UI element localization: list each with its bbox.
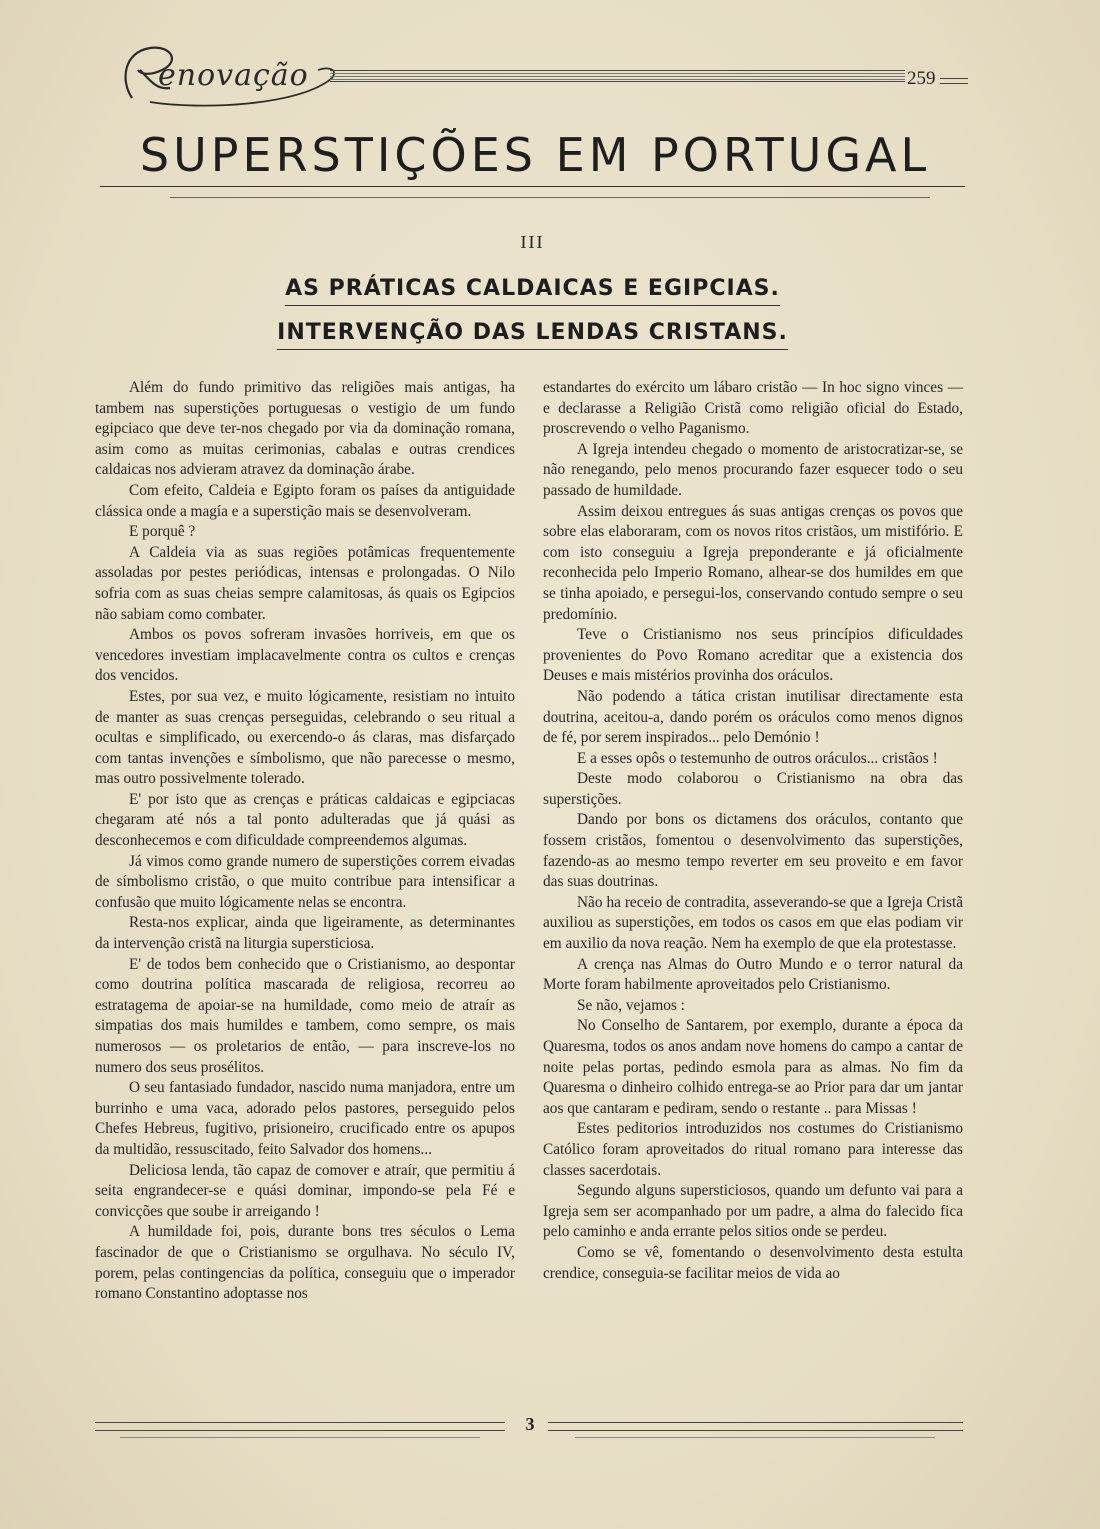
paragraph: Deliciosa lenda, tão capaz de comover e atraír, que permitiu á seita engrandecer-se e quási dominar, impondo-se pela Fé e convicções que soube ir arreigando ! <box>95 1161 515 1220</box>
paragraph: Ambos os povos sofreram invasões horriveis, em que os vencedores investiam implacavelmente contra os cultos e crenças dos vencidos. <box>95 626 515 685</box>
paragraph: Já vimos como grande numero de superstições correm eivadas de símbolismo cristão, o que muito contribue para intensificar a confusão que muito lógicamente nelas se encontra. <box>95 852 515 911</box>
paragraph: Além do fundo primitivo das religiões mais antigas, ha tambem nas superstições portuguesas o vestigio de um fundo egipciaco que deve ter-nos chegado por via da dominação romana, asim como as muitas cerimonias, cabalas e outras crendices caldaicas nos advieram atravez da dominação árabe. <box>95 379 515 479</box>
subtitle-1 <box>0 276 1065 301</box>
paragraph: Estes peditorios introduzidos nos costumes do Cristianismo Católico foram aproveitados do ritual romano para interesse das classes sacerdotais. <box>543 1120 963 1179</box>
right-column <box>543 378 963 1284</box>
paragraph: Como se vê, fomentando o desenvolvimento desta estulta crendice, conseguia-se facilitar meios de vida ao <box>543 1243 963 1282</box>
footer-rule-left <box>95 1422 505 1431</box>
section-number: III <box>520 232 545 252</box>
paragraph: No Conselho de Santarem, por exemplo, durante a época da Quaresma, todos os anos andam nove homens do campo a cantar de noite pelas portas, pedindo esmola para as almas. No fim da Quaresma o dinheiro colhido entrega-se ao Prior para dar um jantar aos que cantaram e pediram, sendo o restante .. para Missas ! <box>543 1017 963 1117</box>
renovacao-logo <box>110 40 350 119</box>
paragraph: A Igreja intendeu chegado o momento de aristocratizar-se, se não renegando, pelo menos procurando fazer esquecer todo o seu passado de humildade. <box>543 440 963 499</box>
article-title: SUPERSTIÇÕES EM PORTUGAL <box>139 128 931 182</box>
paragraph: Se não, vejamos : <box>577 996 685 1014</box>
paragraph: Resta-nos explicar, ainda que ligeiramente, as determinantes da intervenção cristã na liturgia supersticiosa. <box>95 914 515 953</box>
logo-script-icon <box>110 40 350 110</box>
footer-rule-right <box>548 1422 963 1431</box>
subtitle-1-text: AS PRÁTICAS CALDAICAS E EGIPCIAS. <box>285 276 780 306</box>
paragraph: Com efeito, Caldeia e Egipto foram os países da antiguidade clássica onde a magía e a superstição mais se desenvolveram. <box>95 481 515 520</box>
subtitle-2-text: INTERVENÇÃO DAS LENDAS CRISTANS. <box>277 320 788 350</box>
footer-rule-thin-left <box>120 1437 480 1438</box>
paragraph: Teve o Cristianismo nos seus princípios dificuldades provenientes do Povo Romano acreditar que a existencia dos Deuses e mais mistérios provinha dos oráculos. <box>543 626 963 685</box>
paragraph: Assim deixou entregues ás suas antigas crenças os povos que sobre elas elaboraram, com os novos ritos cristãos, um mistifório. E com isto conseguiu a Igreja preponderante e já oficialmente reconhecida pelo Imperio Romano, alhear-se dos humildes em que se tinha apoiado, e persegui-los, conservando contudo sempre o seu predomínio. <box>543 502 963 623</box>
paragraph: Não ha receio de contradita, asseverando-se que a Igreja Cristã auxiliou as superstições, em todos os casos em que elas podiam vir em auxilio da nova reação. Nem ha exemplo de que ela protestasse. <box>543 893 963 953</box>
left-column <box>95 378 515 1305</box>
paragraph: E a esses opôs o testemunho de outros oráculos... cristãos ! <box>577 749 938 767</box>
paragraph: A Caldeia via as suas regiões potâmicas frequentemente assoladas por pestes periódicas, intensas e prolongadas. O Nilo sofria com as suas cheias sempre calamitosas, ás quais os Egipcios não sabiam como combater. <box>95 543 515 623</box>
svg-text:enovação: enovação <box>158 58 309 93</box>
paragraph: Deste modo colaborou o Cristianismo na obra das superstições. <box>543 770 963 808</box>
paragraph: Não podendo a tática cristan inutilisar directamente esta doutrina, aceitou-a, dando porém os oráculos como menos dignos de fé, por serem inspirados... pelo Demónio ! <box>543 687 963 747</box>
title-rule <box>100 186 965 187</box>
paragraph: Segundo alguns supersticiosos, quando um defunto vai para a Igreja sem ser acompanhado por um padre, a alma do falecido fica pelo caminho e anda errante pelos sitios onde se perdeu. <box>543 1182 963 1241</box>
paragraph: A crença nas Almas do Outro Mundo e o terror natural da Morte foram habilmente aproveitados pelo Cristianismo. <box>543 955 963 994</box>
footer-rule-thin-right <box>575 1437 935 1438</box>
masthead-rule <box>330 70 905 82</box>
paragraph: E' de todos bem conhecido que o Cristianismo, ao despontar como doutrina política mascarada de religiosa, recorreu ao estratagema de apoiar-se na humildade, como meio de atraír as simpatias dos mais humildes e tambem, como sempre, os mais numerosos — os proletarios de então, — para inscreve-los no numero dos seus prosélitos. <box>95 955 515 1076</box>
paragraph: E' por isto que as crenças e práticas caldaicas e egipciacas chegaram até nós a tal ponto adulteradas que já quási as desconhecemos e com dificuldade compreendemos algumas. <box>95 790 515 850</box>
signature-mark: 3 <box>525 1414 535 1434</box>
paragraph: estandartes do exército um lábaro cristão — In hoc signo vinces — e declarasse a Religião Cristã como religião oficial do Estado, proscrevendo o velho Paganismo. <box>543 379 963 438</box>
paragraph: A humildade foi, pois, durante bons tres séculos o Lema fascinador de que o Cristianismo se orgulhava. No século IV, porem, pelas contingencias da política, conseguiu que o imperador romano Constantino adoptasse nos <box>95 1223 515 1303</box>
page-number: 259 <box>907 68 936 89</box>
paragraph: Dando por bons os dictamens dos oráculos, contanto que fossem cristãos, fomentou o desenvolvimento das superstições, fazendo-as ao mesmo tempo reverter em seu proveito e em favor das suas doutrinas. <box>543 811 963 891</box>
subtitle-2 <box>0 320 1065 345</box>
title-rule-thin <box>170 197 930 198</box>
masthead <box>110 40 970 100</box>
paragraph: E porquê ? <box>129 523 196 541</box>
masthead-rule-tail <box>940 78 968 84</box>
paragraph: O seu fantasiado fundador, nascido numa manjadora, entre um burrinho e uma vaca, adorado pelos pastores, perseguido pelos Chefes Hebreus, fugitivo, prisioneiro, crucificado entre os apupos da multidão, ressuscitado, feito Salvador dos homens... <box>95 1079 515 1158</box>
paragraph: Estes, por sua vez, e muito lógicamente, resistiam no intuito de manter as suas crenças perseguidas, celebrando o seu ritual a ocultas e simplificado, ou exercendo-o ás claras, mas disfarçado com tantas invenções e símbolismo, que não parecesse o mesmo, mas outro possivelmente tolerado. <box>95 687 515 788</box>
